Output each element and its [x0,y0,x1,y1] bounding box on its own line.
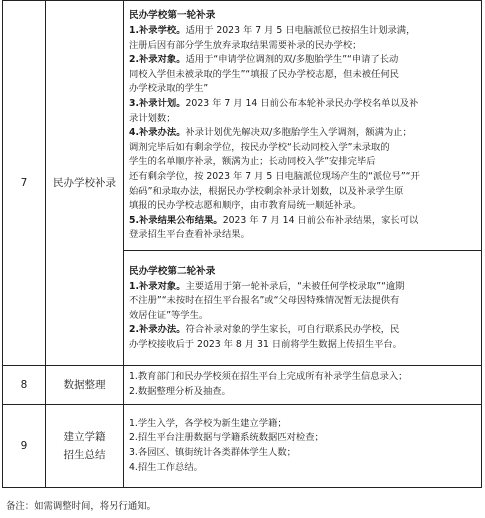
detail-line [129,24,477,39]
table-row [3,366,482,405]
detail-line: 学生的名单顺序补录，额满为止；长动同校入学”安排完毕后 [129,156,376,168]
detail-line: 填报的民办学校志愿和顺序，由市教育局统一顺延补录。 [129,200,362,212]
item-keyword: 1.补录对象。 [129,280,186,292]
detail-line [129,214,477,229]
item-text: 适用于“申请学位调剂的双/多胞胎学生”“申请了长动 [185,54,399,66]
item-text: 适用于 2023 年 7 月 5 日电脑派位已按招生计划录满， [185,25,416,37]
item-keyword: 3.补录计划。 [129,98,186,110]
item-text: 符合补录对象的学生家长，可自行联系民办学校，民 [185,324,400,336]
detail-line: 同校入学但未被录取的学生”“填报了民办学校志愿，但未被任何民 [129,68,399,80]
item-keyword: 4.补录办法。 [129,127,186,139]
detail-line [129,126,477,141]
item-keyword: 5.补录结果公布结果。 [129,214,223,226]
table-row [3,1,482,251]
footnote: 备注：如需调整时间，将另行通知。 [6,501,157,512]
detail-line [129,280,477,295]
detail-line [129,323,477,338]
detail-line: 办学校录取的学生” [129,83,209,95]
item-text: 2023 年 7 月 14 日前公布本轮补录民办学校名单以及补 [185,98,419,110]
detail-line: 始码”和录取办法，根据民办学校剩余补录计划数，以及补录学生原 [129,185,404,197]
detail-line: 4.招生工作总结。 [129,461,203,473]
item-keyword: 1.补录学校。 [129,25,186,37]
detail-line [129,53,477,68]
detail-line: 2.招生平台注册数据与学籍系统数据匹对检查； [129,432,324,444]
detail-line: 2.数据整理分析及抽查。 [129,386,231,397]
detail-line: 3.各园区、镇街统计各类群体学生人数； [129,447,296,458]
item-text: 主要适用于第一轮补录后，“未被任何学校录取”“逾期 [185,280,405,292]
detail-line: 注册后因有部分学生放弃录取结果需要补录的民办学校； [129,39,362,51]
item-text: 补录计划优先解决双/多胞胎学生入学调剂，额满为止； [185,127,412,139]
task-detail [124,366,482,405]
row-number: 9 [3,405,46,488]
task-name: 民办学校补录 [46,1,124,366]
table-row [3,405,482,488]
row-number: 8 [3,366,46,405]
task-detail [124,405,482,488]
task-name-line: 招生总结 [63,449,106,461]
item-keyword: 2.补录办法。 [129,324,186,336]
detail-line: 办学校接收后于 2023 年 8 月 31 日前将学生数据上传招生平台。 [129,338,402,350]
detail-line: 登录招生平台查看补录结果。 [129,229,250,241]
detail-line: 1.学生入学，各学校为新生建立学籍； [129,417,287,429]
detail-line: 不注册”“未按时在招生平台报名”或“父母因特殊情况暂无法提供有 [129,295,400,307]
detail-line: 效居住证”等学生。 [129,309,209,321]
detail-line: 还有剩余学位，按 2023 年 7 月 5 日电脑派位现场产生的“派位号”“开 [129,170,420,182]
task-name-line: 建立学籍 [63,431,106,443]
task-name: 数据整理 [46,366,124,405]
detail-line: 录计划数； [129,112,176,124]
detail-line: 1.教育部门和民办学校须在招生平台上完成所有补录学生信息录入； [129,371,408,383]
schedule-table [2,0,482,488]
task-name [46,405,124,488]
detail-line [129,97,477,112]
item-keyword: 2.补录对象。 [129,54,186,66]
task-detail-round1 [124,1,482,251]
task-detail-round2 [124,251,482,366]
row-number: 7 [3,1,46,366]
item-text: 2023 年 7 月 14 日前公布补录结果，家长可以 [222,214,419,226]
section-title: 民办学校第一轮补录 [129,10,216,22]
detail-line: 调剂完毕后如有剩余学位，按民办学校“长动同校入学”未录取的 [129,141,390,153]
section-title: 民办学校第二轮补录 [129,265,216,277]
